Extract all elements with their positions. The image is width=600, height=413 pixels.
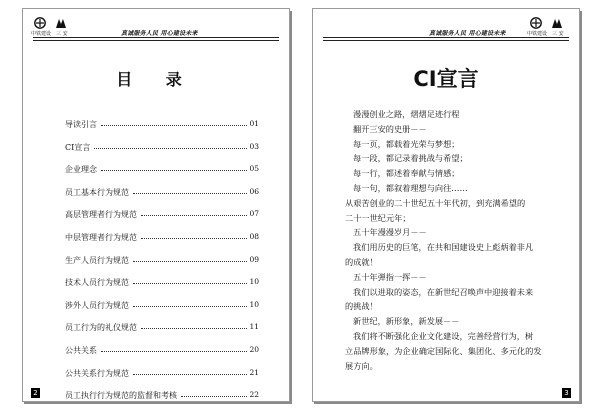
toc-entry-label: 公共关系行为规范 [65,368,129,378]
toc-entry-label: 公共关系 [65,345,97,355]
toc-leader-dots [94,142,247,149]
toc-leader-dots [101,164,247,171]
sanan-logo-icon [55,17,67,29]
declaration-line: 每一行，都述着奉献与情感； [353,168,460,179]
page-number-left: 2 [31,388,40,398]
table-of-contents [65,119,259,413]
declaration-line: 每一段，都记录着挑战与希望； [353,153,468,164]
header-rule [33,37,279,38]
toc-leader-dots [141,209,247,216]
toc-entry[interactable] [65,300,259,323]
toc-entry-label: 技术人员行为规范 [65,278,129,288]
declaration-line: 五十年漫漫岁月－－ [353,227,427,238]
toc-entry-label: 员工执行行为规范的监督和考核 [65,391,177,401]
toc-title: 目 录 [116,70,196,89]
toc-entry-page: 03 [249,141,259,151]
toc-entry-page: 08 [249,231,259,241]
header-rule-secondary-right [323,40,569,41]
toc-leader-dots [141,232,247,239]
toc-entry-page: 06 [249,186,259,196]
toc-entry[interactable] [65,209,259,232]
declaration-line: 的挑战！ [345,301,378,312]
declaration-line: 二十一世纪元年； [345,212,411,223]
declaration-line: 漫漫创业之路，熠熠足迹行程 [353,109,460,119]
header-rule-right [323,37,569,38]
header-slogan-right: 真诚服务人民 用心建设未来 [429,30,506,37]
toc-entry-label: 高层管理者行为规范 [65,210,137,220]
toc-entry-page: 20 [249,344,259,354]
toc-leader-dots [133,300,247,307]
declaration-line: 的成就！ [345,256,378,267]
toc-entry[interactable] [65,390,259,413]
toc-entry[interactable] [65,345,259,368]
declaration-line: 每一句，都叙着理想与向往…… [353,182,468,193]
toc-entry-page: 07 [249,209,259,219]
right-page-header [313,9,579,43]
toc-entry[interactable] [65,368,259,391]
declaration-line: 展方向。 [345,360,378,371]
toc-entry-page: 11 [249,322,259,332]
toc-leader-dots [141,322,247,329]
toc-entry-label: 员工行为的礼仪规范 [65,323,137,333]
toc-entry-label: 中层管理者行为规范 [65,232,137,242]
toc-entry-page: 01 [249,119,259,128]
toc-leader-dots [181,390,247,397]
toc-entry[interactable] [65,187,259,210]
ci-declaration-body [345,107,557,373]
toc-entry[interactable] [65,119,259,142]
toc-entry[interactable] [65,232,259,255]
toc-entry-label: 员工基本行为规范 [65,187,129,197]
toc-entry[interactable] [65,164,259,187]
toc-entry-label: 涉外人员行为规范 [65,300,129,310]
left-page [22,8,290,402]
toc-leader-dots [133,277,247,284]
toc-entry-page: 09 [249,254,259,264]
declaration-line: 新世纪，新形象，新发展－－ [353,316,460,327]
declaration-line: 立品牌形象，为企业确定国际化、集团化、多元化的发 [345,345,542,356]
toc-entry-page: 10 [249,277,259,287]
toc-entry-page: 21 [249,367,259,377]
right-page [312,8,580,402]
page-number-right: 3 [562,388,571,398]
header-rule-secondary [33,40,279,41]
toc-entry[interactable] [65,142,259,165]
toc-leader-dots [101,119,247,126]
brand-b-text: 三 安 [56,31,68,37]
brand-a-text-right: 中铁建设 [527,31,548,37]
toc-leader-dots [101,345,247,352]
toc-entry[interactable] [65,277,259,300]
toc-entry-page: 22 [249,390,259,400]
brand-b-text-right: 三 安 [552,31,564,37]
declaration-line: 五十年弹指一挥－－ [353,271,427,282]
sanan-logo-icon-right [551,17,563,29]
toc-entry-label: 生产人员行为规范 [65,255,129,265]
toc-leader-dots [133,187,247,194]
declaration-line: 我们用历史的巨笔，在共和国建设史上彪炳着非凡 [353,242,534,253]
declaration-line: 我们将不断强化企业文化建设，完善经营行为，树 [353,330,534,341]
toc-entry[interactable] [65,322,259,345]
header-slogan: 真诚服务人民 用心建设未来 [121,30,198,37]
declaration-line: 我们以进取的姿态，在新世纪召唤声中迎接着未来 [353,286,534,297]
toc-entry-page: 05 [249,164,259,174]
toc-entry-label: 企业理念 [65,165,97,175]
crtc-logo-icon-right [529,17,543,29]
declaration-line: 翻开三安的史册－－ [353,123,427,134]
crtc-logo-icon [33,17,47,29]
toc-entry-page: 10 [249,299,259,309]
toc-entry-label: CI宣言 [65,142,91,152]
ci-declaration-title: CI宣言 [413,67,479,91]
toc-entry-label: 导读引言 [65,120,97,129]
brand-a-text: 中铁建设 [31,31,52,37]
left-page-header [23,9,289,43]
declaration-line: 每一页，都载着光荣与梦想； [353,138,460,149]
declaration-line: 从艰苦创业的二十世纪五十年代初，到充满希望的 [345,197,526,208]
toc-leader-dots [133,255,247,262]
toc-entry[interactable] [65,255,259,278]
toc-leader-dots [133,368,247,375]
